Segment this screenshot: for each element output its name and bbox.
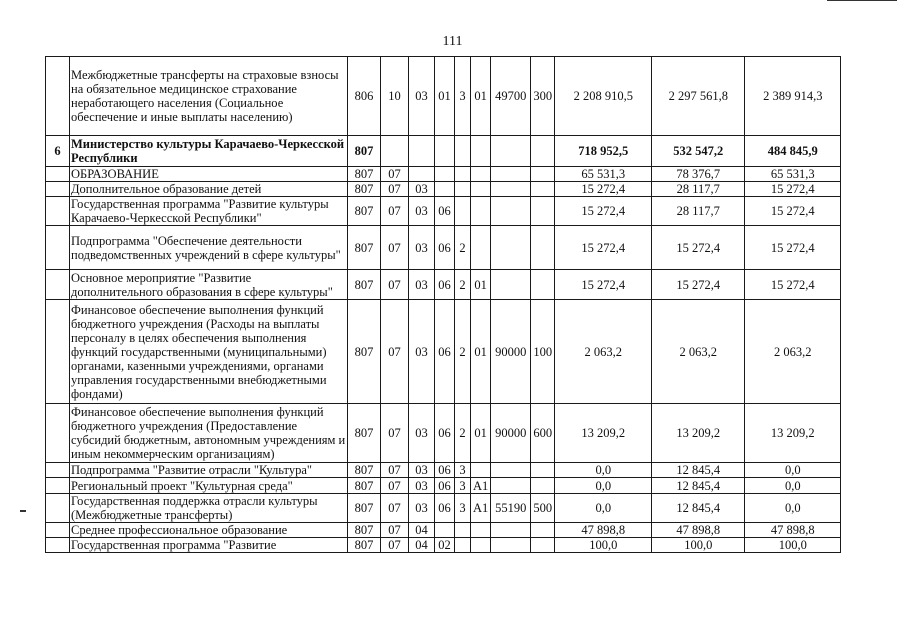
section-code-cell: 07 xyxy=(381,300,409,404)
program-code-cell: 06 xyxy=(435,300,455,404)
event-code-cell: A1 xyxy=(471,494,491,523)
section-code-cell: 07 xyxy=(381,167,409,182)
item-name-cell: Основное мероприятие "Развитие дополнительного образования в сфере культуры" xyxy=(70,270,348,300)
amount-year-1-cell: 15 272,4 xyxy=(555,197,652,226)
subsection-code-cell: 03 xyxy=(409,494,435,523)
item-name-cell: Государственная поддержка отрасли культуры (Межбюджетные трансферты) xyxy=(70,494,348,523)
table-row xyxy=(46,197,841,226)
section-code-cell: 07 xyxy=(381,494,409,523)
subsection-code-cell: 03 xyxy=(409,478,435,494)
row-number-cell xyxy=(46,182,70,197)
section-code-cell xyxy=(381,136,409,167)
item-name-cell: Дополнительное образование детей xyxy=(70,182,348,197)
program-code-cell xyxy=(435,136,455,167)
section-code-cell: 07 xyxy=(381,197,409,226)
amount-year-2-cell: 28 117,7 xyxy=(652,197,745,226)
amount-year-1-cell: 15 272,4 xyxy=(555,226,652,270)
program-code-cell: 06 xyxy=(435,478,455,494)
amount-year-1-cell: 0,0 xyxy=(555,494,652,523)
item-name-cell: Финансовое обеспечение выполнения функций бюджетного учреждения (Расходы на выплаты персоналу в целях обеспечения выполнения функций государственными (муниципальными) органами, казенными учреждениями, органами управления государственными внебюджетными фондами) xyxy=(70,300,348,404)
subprogram-code-cell: 2 xyxy=(455,270,471,300)
amount-year-1-cell: 47 898,8 xyxy=(555,523,652,538)
budget-table xyxy=(45,56,841,553)
subprogram-code-cell: 3 xyxy=(455,463,471,478)
amount-year-3-cell: 47 898,8 xyxy=(745,523,841,538)
direction-code-cell xyxy=(491,270,531,300)
ministry-code-cell: 807 xyxy=(348,463,381,478)
amount-year-2-cell: 12 845,4 xyxy=(652,478,745,494)
item-name-cell: Финансовое обеспечение выполнения функций бюджетного учреждения (Предоставление субсидий бюджетным, автономным учреждениям и иным некоммерческим организациям) xyxy=(70,404,348,463)
expense-type-cell xyxy=(531,167,555,182)
amount-year-2-cell: 2 063,2 xyxy=(652,300,745,404)
amount-year-3-cell: 484 845,9 xyxy=(745,136,841,167)
row-number-cell xyxy=(46,463,70,478)
direction-code-cell: 90000 xyxy=(491,300,531,404)
direction-code-cell xyxy=(491,538,531,553)
direction-code-cell: 49700 xyxy=(491,57,531,136)
event-code-cell xyxy=(471,523,491,538)
subprogram-code-cell xyxy=(455,523,471,538)
ministry-code-cell: 807 xyxy=(348,167,381,182)
subsection-code-cell: 03 xyxy=(409,463,435,478)
amount-year-3-cell: 2 389 914,3 xyxy=(745,57,841,136)
amount-year-1-cell: 2 063,2 xyxy=(555,300,652,404)
subprogram-code-cell xyxy=(455,167,471,182)
row-number-cell xyxy=(46,494,70,523)
event-code-cell: 01 xyxy=(471,404,491,463)
row-number-cell xyxy=(46,404,70,463)
row-number-cell xyxy=(46,167,70,182)
program-code-cell xyxy=(435,167,455,182)
event-code-cell xyxy=(471,136,491,167)
table-row xyxy=(46,463,841,478)
direction-code-cell xyxy=(491,523,531,538)
amount-year-3-cell: 15 272,4 xyxy=(745,197,841,226)
expense-type-cell xyxy=(531,538,555,553)
row-number-cell xyxy=(46,478,70,494)
row-number-cell xyxy=(46,270,70,300)
ministry-code-cell: 807 xyxy=(348,494,381,523)
subprogram-code-cell xyxy=(455,136,471,167)
amount-year-2-cell: 15 272,4 xyxy=(652,226,745,270)
table-row xyxy=(46,182,841,197)
item-name-cell: Среднее профессиональное образование xyxy=(70,523,348,538)
subsection-code-cell: 03 xyxy=(409,182,435,197)
ministry-code-cell: 807 xyxy=(348,197,381,226)
event-code-cell xyxy=(471,463,491,478)
table-row xyxy=(46,167,841,182)
section-code-cell: 07 xyxy=(381,523,409,538)
expense-type-cell: 300 xyxy=(531,57,555,136)
table-row xyxy=(46,136,841,167)
ministry-code-cell: 807 xyxy=(348,404,381,463)
event-code-cell: 01 xyxy=(471,270,491,300)
program-code-cell: 06 xyxy=(435,494,455,523)
event-code-cell xyxy=(471,197,491,226)
ministry-code-cell: 806 xyxy=(348,57,381,136)
expense-type-cell: 100 xyxy=(531,300,555,404)
amount-year-3-cell: 0,0 xyxy=(745,478,841,494)
page-corner-mark xyxy=(827,0,897,1)
program-code-cell: 06 xyxy=(435,404,455,463)
subsection-code-cell: 03 xyxy=(409,300,435,404)
amount-year-1-cell: 15 272,4 xyxy=(555,182,652,197)
row-number-cell xyxy=(46,226,70,270)
table-row xyxy=(46,538,841,553)
amount-year-3-cell: 15 272,4 xyxy=(745,270,841,300)
direction-code-cell xyxy=(491,167,531,182)
amount-year-1-cell: 0,0 xyxy=(555,478,652,494)
row-number-cell xyxy=(46,300,70,404)
amount-year-2-cell: 100,0 xyxy=(652,538,745,553)
program-code-cell: 01 xyxy=(435,57,455,136)
subprogram-code-cell xyxy=(455,197,471,226)
direction-code-cell xyxy=(491,463,531,478)
item-name-cell: Межбюджетные трансферты на страховые взносы на обязательное медицинское страхование неработающего населения (Социальное обеспечение и иные выплаты населению) xyxy=(70,57,348,136)
direction-code-cell xyxy=(491,197,531,226)
ministry-code-cell: 807 xyxy=(348,226,381,270)
event-code-cell xyxy=(471,182,491,197)
amount-year-1-cell: 718 952,5 xyxy=(555,136,652,167)
expense-type-cell xyxy=(531,463,555,478)
item-name-cell: Региональный проект "Культурная среда" xyxy=(70,478,348,494)
expense-type-cell xyxy=(531,270,555,300)
direction-code-cell xyxy=(491,478,531,494)
expense-type-cell: 500 xyxy=(531,494,555,523)
ministry-code-cell: 807 xyxy=(348,182,381,197)
event-code-cell xyxy=(471,167,491,182)
amount-year-2-cell: 12 845,4 xyxy=(652,494,745,523)
subprogram-code-cell xyxy=(455,538,471,553)
amount-year-3-cell: 13 209,2 xyxy=(745,404,841,463)
row-number-cell xyxy=(46,538,70,553)
table-row xyxy=(46,270,841,300)
expense-type-cell xyxy=(531,523,555,538)
subsection-code-cell: 04 xyxy=(409,523,435,538)
event-code-cell xyxy=(471,226,491,270)
section-code-cell: 07 xyxy=(381,478,409,494)
subprogram-code-cell: 3 xyxy=(455,57,471,136)
amount-year-3-cell: 0,0 xyxy=(745,494,841,523)
amount-year-2-cell: 47 898,8 xyxy=(652,523,745,538)
direction-code-cell xyxy=(491,182,531,197)
expense-type-cell xyxy=(531,136,555,167)
section-code-cell: 07 xyxy=(381,463,409,478)
item-name-cell: Подпрограмма "Обеспечение деятельности подведомственных учреждений в сфере культуры" xyxy=(70,226,348,270)
expense-type-cell: 600 xyxy=(531,404,555,463)
direction-code-cell: 90000 xyxy=(491,404,531,463)
subsection-code-cell: 03 xyxy=(409,57,435,136)
amount-year-3-cell: 15 272,4 xyxy=(745,226,841,270)
program-code-cell: 02 xyxy=(435,538,455,553)
subsection-code-cell: 03 xyxy=(409,197,435,226)
item-name-cell: Государственная программа "Развитие культуры Карачаево-Черкесской Республики" xyxy=(70,197,348,226)
program-code-cell xyxy=(435,523,455,538)
item-name-cell: Государственная программа "Развитие xyxy=(70,538,348,553)
row-number-cell xyxy=(46,197,70,226)
table-row xyxy=(46,300,841,404)
event-code-cell xyxy=(471,538,491,553)
ministry-code-cell: 807 xyxy=(348,270,381,300)
subprogram-code-cell: 3 xyxy=(455,494,471,523)
section-code-cell: 07 xyxy=(381,226,409,270)
amount-year-2-cell: 28 117,7 xyxy=(652,182,745,197)
amount-year-1-cell: 0,0 xyxy=(555,463,652,478)
subsection-code-cell: 03 xyxy=(409,404,435,463)
amount-year-1-cell: 13 209,2 xyxy=(555,404,652,463)
program-code-cell: 06 xyxy=(435,270,455,300)
table-row xyxy=(46,57,841,136)
section-code-cell: 10 xyxy=(381,57,409,136)
table-row xyxy=(46,226,841,270)
table-row xyxy=(46,478,841,494)
budget-table-body xyxy=(46,57,841,553)
table-row xyxy=(46,404,841,463)
subsection-code-cell xyxy=(409,167,435,182)
amount-year-2-cell: 532 547,2 xyxy=(652,136,745,167)
ministry-code-cell: 807 xyxy=(348,538,381,553)
ministry-code-cell: 807 xyxy=(348,478,381,494)
amount-year-2-cell: 12 845,4 xyxy=(652,463,745,478)
program-code-cell: 06 xyxy=(435,463,455,478)
ministry-code-cell: 807 xyxy=(348,300,381,404)
program-code-cell: 06 xyxy=(435,197,455,226)
expense-type-cell xyxy=(531,197,555,226)
ministry-code-cell: 807 xyxy=(348,136,381,167)
section-code-cell: 07 xyxy=(381,182,409,197)
subsection-code-cell: 04 xyxy=(409,538,435,553)
expense-type-cell xyxy=(531,182,555,197)
direction-code-cell: 55190 xyxy=(491,494,531,523)
subsection-code-cell: 03 xyxy=(409,270,435,300)
section-code-cell: 07 xyxy=(381,404,409,463)
subsection-code-cell: 03 xyxy=(409,226,435,270)
row-number-cell: 6 xyxy=(46,136,70,167)
event-code-cell: 01 xyxy=(471,300,491,404)
program-code-cell xyxy=(435,182,455,197)
subprogram-code-cell: 2 xyxy=(455,226,471,270)
subprogram-code-cell: 2 xyxy=(455,300,471,404)
ministry-code-cell: 807 xyxy=(348,523,381,538)
direction-code-cell xyxy=(491,226,531,270)
item-name-cell: Министерство культуры Карачаево-Черкесской Республики xyxy=(70,136,348,167)
expense-type-cell xyxy=(531,478,555,494)
item-name-cell: Подпрограмма "Развитие отрасли "Культура" xyxy=(70,463,348,478)
amount-year-3-cell: 65 531,3 xyxy=(745,167,841,182)
page-number: 111 xyxy=(442,34,463,49)
row-number-cell xyxy=(46,523,70,538)
amount-year-2-cell: 15 272,4 xyxy=(652,270,745,300)
amount-year-1-cell: 15 272,4 xyxy=(555,270,652,300)
section-code-cell: 07 xyxy=(381,270,409,300)
row-number-cell xyxy=(46,57,70,136)
subprogram-code-cell xyxy=(455,182,471,197)
amount-year-1-cell: 2 208 910,5 xyxy=(555,57,652,136)
amount-year-2-cell: 2 297 561,8 xyxy=(652,57,745,136)
item-name-cell: ОБРАЗОВАНИЕ xyxy=(70,167,348,182)
amount-year-3-cell: 15 272,4 xyxy=(745,182,841,197)
event-code-cell: 01 xyxy=(471,57,491,136)
amount-year-3-cell: 100,0 xyxy=(745,538,841,553)
subprogram-code-cell: 3 xyxy=(455,478,471,494)
expense-type-cell xyxy=(531,226,555,270)
amount-year-1-cell: 100,0 xyxy=(555,538,652,553)
amount-year-1-cell: 65 531,3 xyxy=(555,167,652,182)
amount-year-3-cell: 0,0 xyxy=(745,463,841,478)
subprogram-code-cell: 2 xyxy=(455,404,471,463)
amount-year-2-cell: 78 376,7 xyxy=(652,167,745,182)
event-code-cell: A1 xyxy=(471,478,491,494)
table-row xyxy=(46,494,841,523)
subsection-code-cell xyxy=(409,136,435,167)
amount-year-3-cell: 2 063,2 xyxy=(745,300,841,404)
table-row xyxy=(46,523,841,538)
amount-year-2-cell: 13 209,2 xyxy=(652,404,745,463)
direction-code-cell xyxy=(491,136,531,167)
program-code-cell: 06 xyxy=(435,226,455,270)
margin-dash-mark xyxy=(20,510,26,512)
section-code-cell: 07 xyxy=(381,538,409,553)
